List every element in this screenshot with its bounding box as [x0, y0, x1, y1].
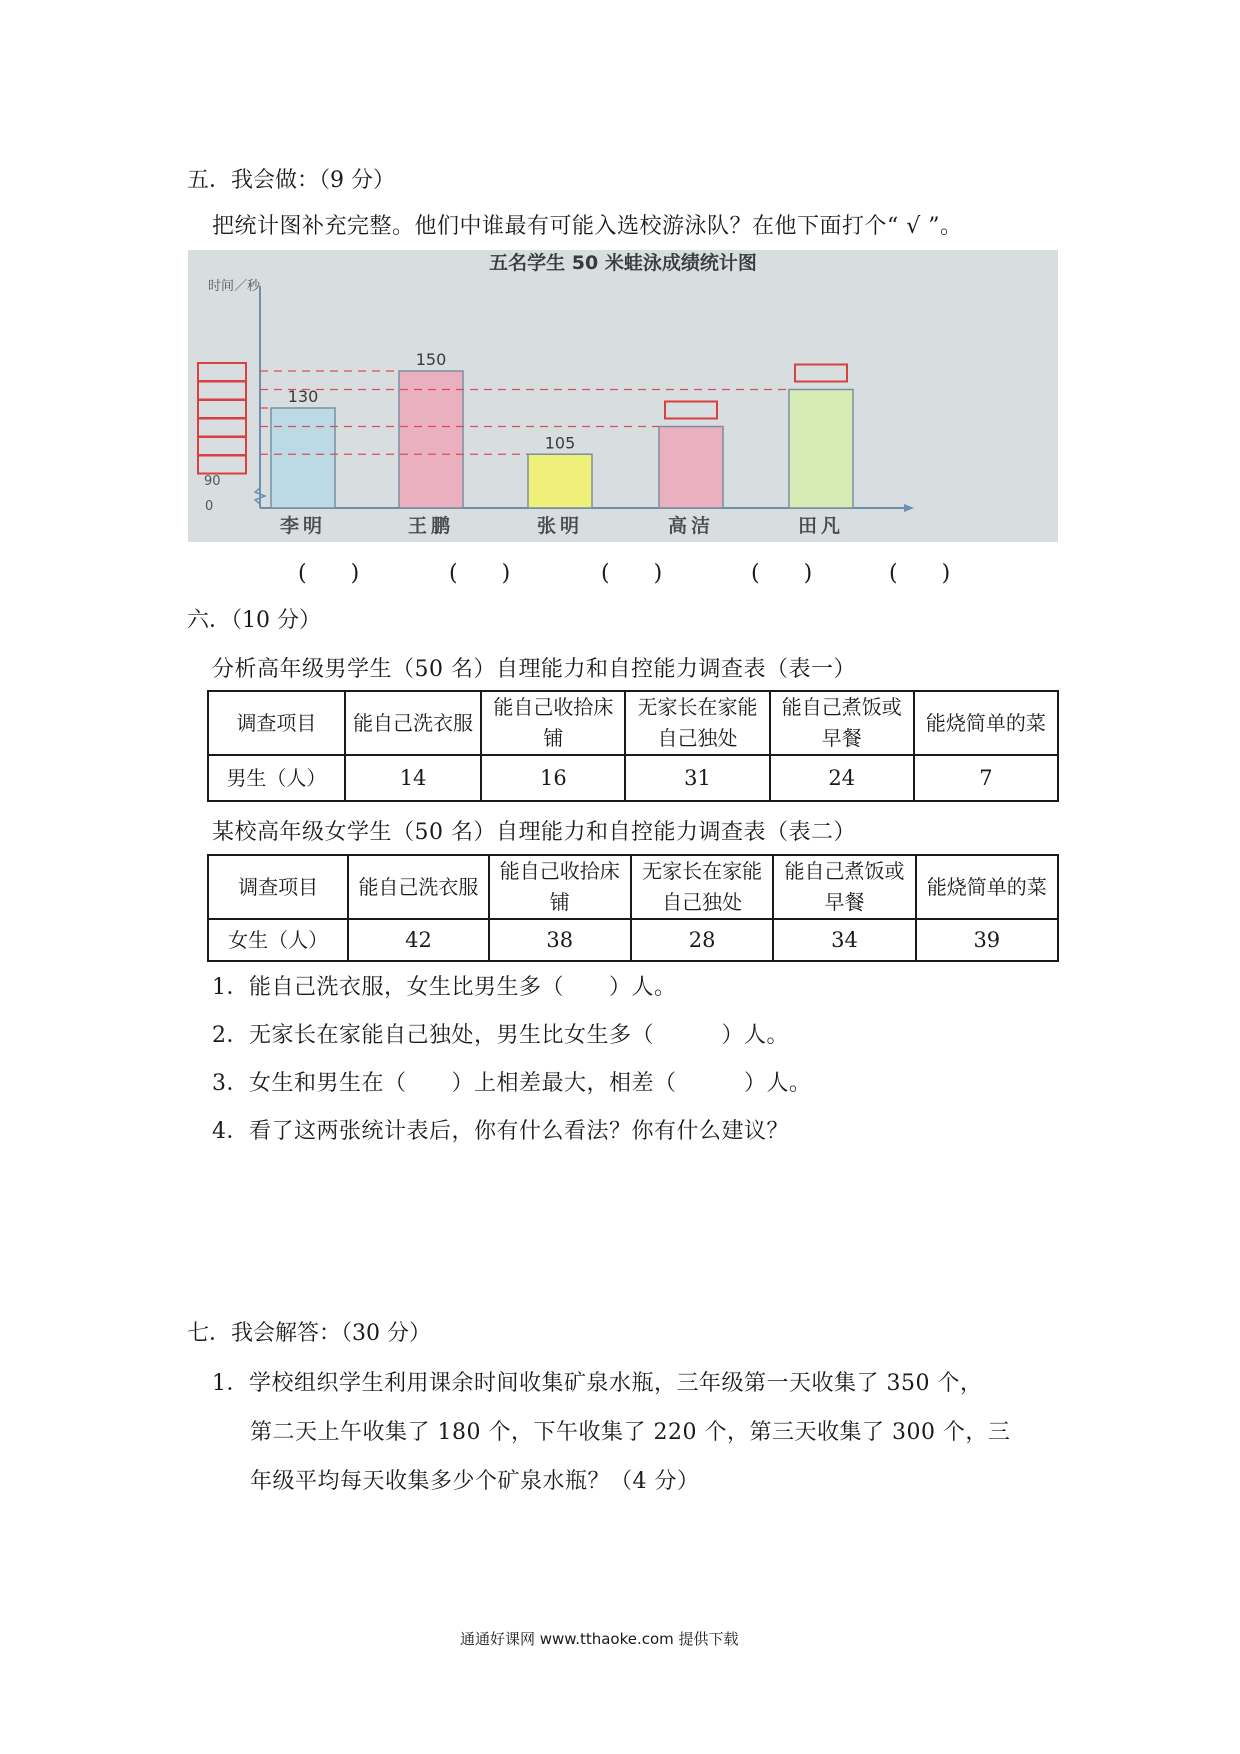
table-header-cell: 能自己煮饭或早餐 [773, 855, 915, 919]
table-cell: 7 [914, 755, 1058, 801]
table-header-cell: 能自己洗衣服 [345, 691, 481, 755]
answer-mark-liming[interactable]: ( ) [298, 561, 360, 586]
table-cell: 42 [348, 919, 488, 961]
section-5-heading: 五．我会做：（9 分） [187, 168, 395, 193]
answer-mark-wangpeng[interactable]: ( ) [449, 561, 511, 586]
category-label: 高洁 [667, 515, 715, 537]
table-row [208, 855, 1058, 919]
category-label: 张明 [536, 515, 584, 537]
swimming-bar-chart [188, 250, 1058, 542]
bar [271, 408, 335, 508]
table-header-cell: 能自己收拾床铺 [489, 855, 631, 919]
answer-mark-tianfan[interactable]: ( ) [889, 561, 951, 586]
problem-1-line-2: 第二天上午收集了 180 个，下午收集了 220 个，第三天收集了 300 个，三 [250, 1420, 1011, 1445]
question-3: 3．女生和男生在（ ）上相差最大，相差（ ）人。 [212, 1071, 812, 1096]
y-axis-label: 时间／秒 [208, 279, 261, 294]
question-4: 4．看了这两张统计表后，你有什么看法？你有什么建议？ [212, 1119, 789, 1144]
table-row-label: 女生（人） [208, 919, 348, 961]
section-5-instruction: 把统计图补充完整。他们中谁最有可能入选校游泳队？在他下面打个“ √ ”。 [212, 214, 963, 239]
boys-survey-table [207, 690, 1059, 802]
table-cell: 39 [916, 919, 1058, 961]
bar [528, 454, 592, 508]
category-label: 李明 [279, 515, 327, 537]
table-cell: 28 [631, 919, 773, 961]
table-header-cell: 能自己煮饭或早餐 [770, 691, 914, 755]
category-label: 田凡 [797, 515, 845, 537]
table-cell: 38 [489, 919, 631, 961]
answer-mark-zhangming[interactable]: ( ) [601, 561, 663, 586]
y-tick-label: 90 [204, 474, 221, 489]
question-1: 1．能自己洗衣服，女生比男生多（ ）人。 [212, 975, 677, 1000]
table-header-cell: 能烧简单的菜 [916, 855, 1058, 919]
table-cell: 24 [770, 755, 914, 801]
question-2: 2．无家长在家能自己独处，男生比女生多（ ）人。 [212, 1023, 789, 1048]
table-header-cell: 能自己洗衣服 [348, 855, 488, 919]
table-row [208, 919, 1058, 961]
table-row-label: 男生（人） [208, 755, 345, 801]
section-6-heading: 六．（10 分） [187, 608, 321, 633]
bar [789, 390, 853, 509]
table-cell: 16 [481, 755, 625, 801]
table-header-cell: 能自己收拾床铺 [481, 691, 625, 755]
table-row [208, 691, 1058, 755]
table-header-cell: 无家长在家能自己独处 [631, 855, 773, 919]
table-row [208, 755, 1058, 801]
table-cell: 34 [773, 919, 915, 961]
bar-value-label: 150 [415, 350, 447, 369]
table1-caption: 分析高年级男学生（50 名）自理能力和自控能力调查表（表一） [212, 657, 856, 682]
table2-caption: 某校高年级女学生（50 名）自理能力和自控能力调查表（表二） [212, 820, 856, 845]
table-header-cell: 调查项目 [208, 855, 348, 919]
table-cell: 31 [625, 755, 769, 801]
y-tick-label: 0 [205, 499, 214, 514]
category-label: 王鹏 [407, 515, 455, 537]
problem-1-line-3: 年级平均每天收集多少个矿泉水瓶？（4 分） [250, 1469, 700, 1494]
table-header-cell: 能烧简单的菜 [914, 691, 1058, 755]
page-footer: 通通好课网 www.tthaoke.com 提供下载 [460, 1630, 739, 1648]
problem-1-line-1: 1．学校组织学生利用课余时间收集矿泉水瓶，三年级第一天收集了 350 个， [212, 1371, 983, 1396]
answer-mark-gaojie[interactable]: ( ) [751, 561, 813, 586]
bar-value-label: 105 [544, 433, 576, 453]
table-cell: 14 [345, 755, 481, 801]
bar [659, 427, 723, 509]
girls-survey-table [207, 854, 1059, 962]
chart-title: 五名学生 50 米蛙泳成绩统计图 [489, 252, 757, 274]
table-header-cell: 调查项目 [208, 691, 345, 755]
bar-value-label: 130 [287, 387, 319, 406]
table-header-cell: 无家长在家能自己独处 [625, 691, 769, 755]
section-7-heading: 七．我会解答：（30 分） [187, 1321, 431, 1346]
bar [399, 371, 463, 508]
